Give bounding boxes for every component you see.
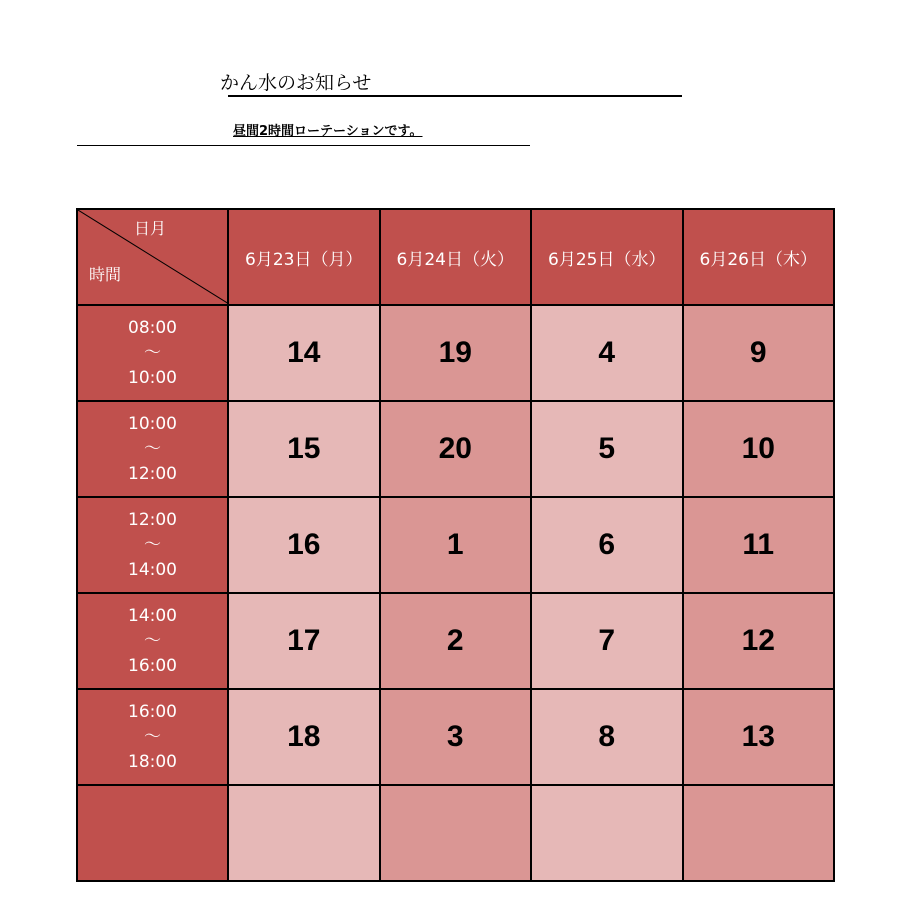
group-cell: 18: [228, 689, 380, 785]
group-cell: 4: [531, 305, 683, 401]
time-end: 14:00: [128, 559, 177, 580]
group-cell: 14: [228, 305, 380, 401]
table-row: [77, 785, 834, 881]
group-cell: 5: [531, 401, 683, 497]
time-end: 18:00: [128, 751, 177, 772]
table-row: [77, 401, 834, 497]
time-end: 16:00: [128, 655, 177, 676]
group-cell: [531, 785, 683, 881]
day-header: 6月23日（月）: [228, 209, 380, 305]
group-cell: 17: [228, 593, 380, 689]
table-row: [77, 305, 834, 401]
group-cell: 16: [228, 497, 380, 593]
group-cell: 9: [683, 305, 835, 401]
notice-title: かん水のお知らせ: [220, 72, 372, 94]
time-start: 16:00: [128, 701, 177, 722]
time-separator: ～: [144, 534, 161, 555]
group-cell: [228, 785, 380, 881]
time-separator: ～: [144, 726, 161, 747]
group-cell: 7: [531, 593, 683, 689]
time-separator: ～: [144, 438, 161, 459]
group-cell: 10: [683, 401, 835, 497]
title-underline: [228, 95, 682, 97]
rotation-table: [76, 208, 835, 882]
day-header: 6月25日（水）: [531, 209, 683, 305]
corner-day-label: 日月: [134, 219, 167, 238]
group-cell: 12: [683, 593, 835, 689]
group-cell: 2: [380, 593, 532, 689]
table-row: [77, 497, 834, 593]
group-cell: [380, 785, 532, 881]
notice-subtitle: 昼間2時間ローテーションです。: [233, 124, 423, 139]
time-end: 12:00: [128, 463, 177, 484]
group-cell: 20: [380, 401, 532, 497]
group-cell: 19: [380, 305, 532, 401]
time-start: 12:00: [128, 509, 177, 530]
header-row: [77, 209, 834, 305]
time-start: 10:00: [128, 413, 177, 434]
time-slot: [77, 305, 228, 401]
table-row: [77, 689, 834, 785]
group-cell: 8: [531, 689, 683, 785]
time-separator: ～: [144, 342, 161, 363]
time-start: 08:00: [128, 317, 177, 338]
time-slot: [77, 593, 228, 689]
corner-time-label: 時間: [89, 265, 122, 284]
time-end: 10:00: [128, 367, 177, 388]
group-cell: 13: [683, 689, 835, 785]
time-start: 14:00: [128, 605, 177, 626]
subtitle-underline: [77, 145, 530, 146]
group-cell: 6: [531, 497, 683, 593]
group-cell: 11: [683, 497, 835, 593]
group-cell: 1: [380, 497, 532, 593]
group-cell: 3: [380, 689, 532, 785]
time-slot: [77, 785, 228, 881]
time-separator: ～: [144, 630, 161, 651]
time-slot: [77, 689, 228, 785]
day-header: 6月24日（火）: [380, 209, 532, 305]
time-slot: [77, 497, 228, 593]
table-row: [77, 593, 834, 689]
time-slot: [77, 401, 228, 497]
day-header: 6月26日（木）: [683, 209, 835, 305]
group-cell: [683, 785, 835, 881]
group-cell: 15: [228, 401, 380, 497]
corner-cell: [77, 209, 228, 305]
